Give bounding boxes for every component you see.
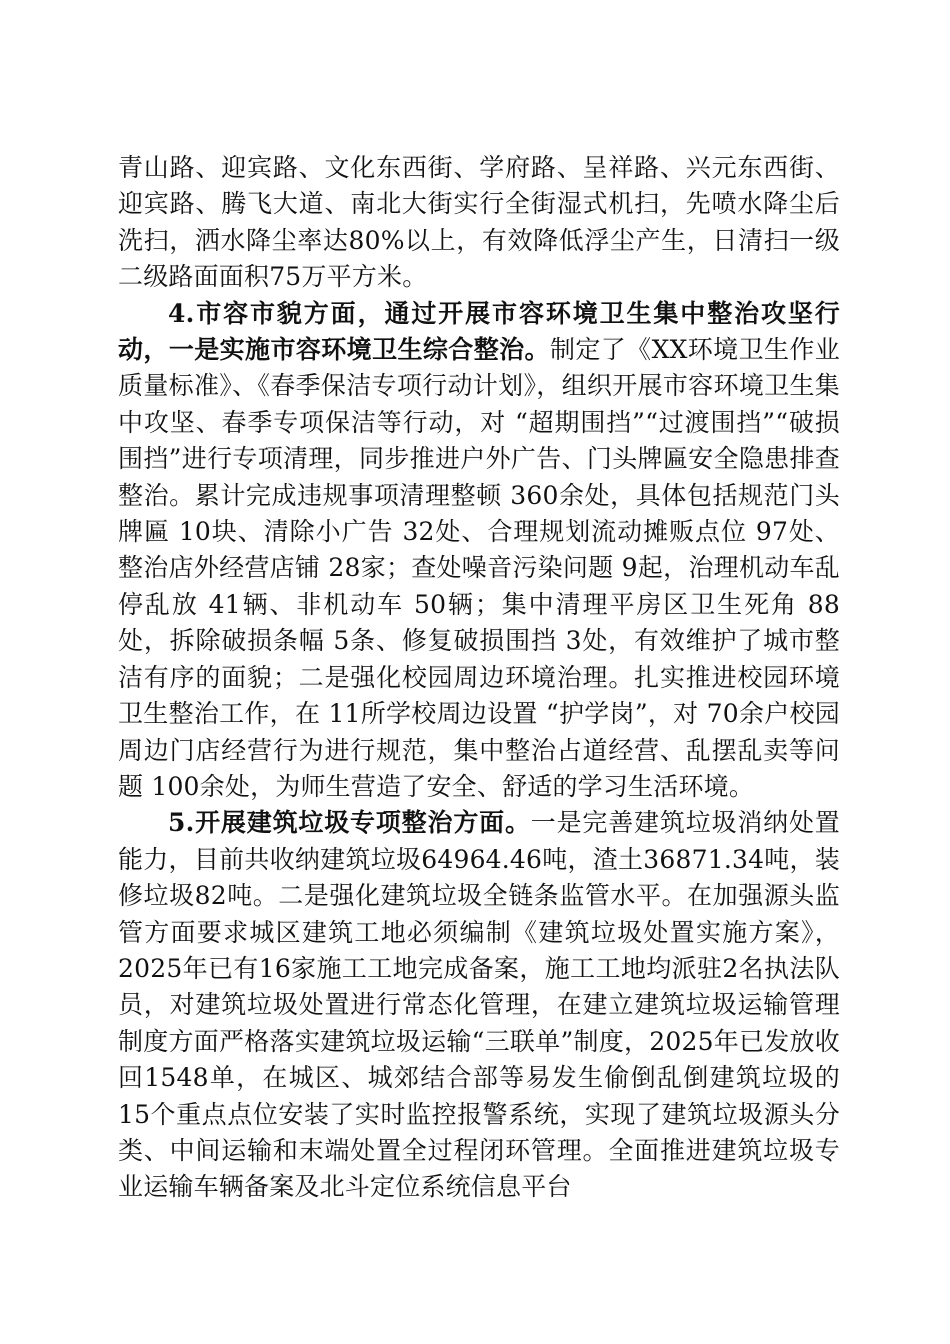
document-body [118,150,840,1206]
section-heading-4: 4.市容市貌方面，通过开展市容环境卫生集中整治攻坚行动，一是实施市容环境卫生综合整治。 [118,298,840,365]
section-heading-5: 5.开展建筑垃圾专项整治方面。 [168,808,531,838]
paragraph-city-appearance [118,296,840,806]
paragraph-text: 青山路、迎宾路、文化东西街、学府路、呈祥路、兴元东西街、迎宾路、腾飞大道、南北大街实行全街湿式机扫，先喷水降尘后洗扫，洒水降尘率达80%以上，有效降低浮尘产生，日清扫一级二级路面面积75万平方米。 [118,153,840,292]
paragraph-road-cleaning [118,150,840,296]
paragraph-construction-waste [118,805,840,1205]
paragraph-text: 一是完善建筑垃圾消纳处置能力，目前共收纳建筑垃圾64964.46吨，渣土36871.34吨，装修垃圾82吨。二是强化建筑垃圾全链条监管水平。在加强源头监管方面要求城区建筑工地必须编制《建筑垃圾处置实施方案》，2025年已有16家施工工地完成备案，施工工地均派驻2名执法队员，对建筑垃圾处置进行常态化管理，在建立建筑垃圾运输管理制度方面严格落实建筑垃圾运输“三联单”制度，2025年已发放收回1548单，在城区、城郊结合部等易发生偷倒乱倒建筑垃圾的15个重点点位安装了实时监控报警系统，实现了建筑垃圾源头分类、中间运输和末端处置全过程闭环管理。全面推进建筑垃圾专业运输车辆备案及北斗定位系统信息平台 [118,808,840,1202]
paragraph-text: 制定了《XX环境卫生作业质量标准》、《春季保洁专项行动计划》，组织开展市容环境卫生集中攻坚、春季专项保洁等行动，对 “超期围挡”“过渡围挡”“破损围挡”进行专项清理，同步推进户外广告、门头牌匾安全隐患排查整治。累计完成违规事项清理整顿 360余处，具体包括规范门头牌匾 10块、清除小广告 32处、合理规划流动摊贩点位 97处、整治店外经营店铺 28家；查处噪音污染问题 9起，治理机动车乱停乱放 41辆、非机动车 50辆；集中清理平房区卫生死角 88处，拆除破损条幅 5条、修复破损围挡 3处，有效维护了城市整洁有序的面貌；二是强化校园周边环境治理。扎实推进校园环境卫生整治工作，在 11所学校周边设置 “护学岗”，对 70余户校园周边门店经营行为进行规范，集中整治占道经营、乱摆乱卖等问题 100余处，为师生营造了安全、舒适的学习生活环境。 [118,335,841,801]
